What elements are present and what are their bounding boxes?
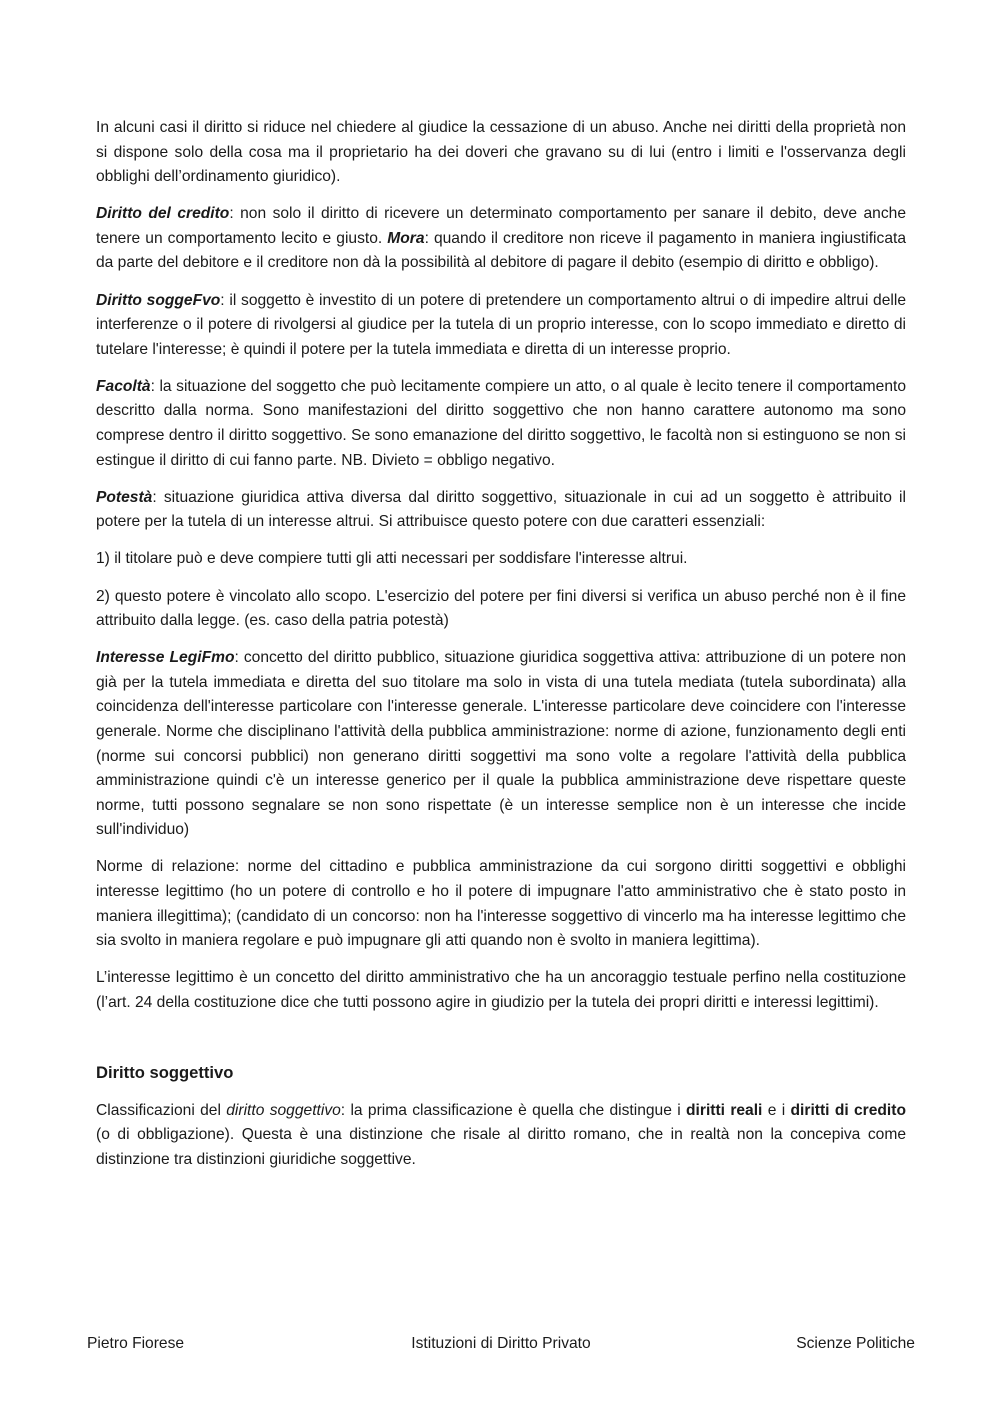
page-body xyxy=(96,116,906,1185)
paragraph-interesse-legittimo xyxy=(96,646,906,843)
paragraph-classificazioni-text-c: e i xyxy=(762,1101,791,1119)
bold-diritti-di-credito: diritti di credito xyxy=(790,1101,906,1119)
term-diritto-del-credito: Diritto del credito xyxy=(96,205,230,223)
paragraph-abuse xyxy=(96,116,906,190)
paragraph-abuse-text: In alcuni casi il diritto si riduce nel chiedere al giudice la cessazione di un abuso. Anche nei diritti della proprietà non si dispone solo della cosa ma il proprietario ha dei doveri che gravano su di lui (entro i limiti e l'osservanza degli obblighi dell’ordinamento giuridico). xyxy=(96,119,906,186)
list-item-2 xyxy=(96,585,906,634)
section-title: Diritto soggettivo xyxy=(96,1062,234,1082)
paragraph-diritto-soggettivo xyxy=(96,289,906,363)
paragraph-facolta-text: : la situazione del soggetto che può lecitamente compiere un atto, o al quale è lecito tenere il comportamento descritto dalla norma. Sono manifestazioni del diritto soggettivo che non hanno carattere autonomo ma sono comprese dentro il diritto soggettivo. Se sono emanazione del diritto soggettivo, le facoltà non si estinguono se non si estingue il diritto di cui fanno parte. NB. Divieto = obbligo negativo. xyxy=(96,377,906,469)
list-item-2-text: 2) questo potere è vincolato allo scopo. L'esercizio del potere per fini diversi si verifica un abuso perché non è il fine attribuito dalla legge. (es. caso della patria potestà) xyxy=(96,587,906,630)
paragraph-diritto-del-credito xyxy=(96,202,906,276)
paragraph-classificazioni-text-d: (o di obbligazione). Questa è una distinzione che risale al diritto romano, che in realtà non la concepiva come distinzione tra distinzioni giuridiche soggettive. xyxy=(96,1126,906,1168)
footer-faculty: Scienze Politiche xyxy=(796,1335,915,1352)
paragraph-norme-di-relazione-text: Norme di relazione: norme del cittadino e pubblica amministrazione da cui sorgono diritti soggettivi e obblighi interesse legittimo (ho un potere di controllo e ho il potere di impugnare l'atto amministrativo che è stato posto in maniera illegittima); (candidato di un concorso: non ha l'interesse soggettivo di vincerlo ma ha interesse legittimo che sia svolto in maniera regolare e può impugnare gli atti quando non è svolto in maniera legittima). xyxy=(96,858,906,950)
term-interesse-legittimo: Interesse LegiFmo xyxy=(96,649,235,667)
footer-author: Pietro Fiorese xyxy=(87,1335,185,1352)
term-diritto-soggettivo: Diritto soggeFvo xyxy=(96,291,221,309)
paragraph-potesta xyxy=(96,486,906,535)
paragraph-costituzione xyxy=(96,966,906,1015)
italic-diritto-soggettivo: diritto soggettivo xyxy=(226,1101,341,1119)
paragraph-classificazioni-text-b: : la prima classificazione è quella che distingue i xyxy=(340,1101,687,1119)
paragraph-facolta xyxy=(96,375,906,473)
bold-diritti-reali: diritti reali xyxy=(686,1101,763,1119)
paragraph-potesta-text: : situazione giuridica attiva diversa dal diritto soggettivo, situazionale in cui ad un soggetto è attribuito il potere per la tutela di un interesse altrui. Si attribuisce questo potere con due caratteri essenziali: xyxy=(96,488,906,531)
paragraph-diritto-soggettivo-text: : il soggetto è investito di un potere di pretendere un comportamento altrui o di impedire altrui delle interferenze o il potere di rivolgersi al giudice per la tutela di un proprio interesse, con lo scopo immediato e diretto di tutelare l'interesse; è quindi il potere per la tutela immediata e diretta di un interesse proprio. xyxy=(96,291,906,358)
page-footer xyxy=(87,1332,915,1356)
paragraph-diritto-del-credito-text-a: : non solo il diritto di ricevere un determinato comportamento per sanare il debito, deve anche tenere un comportamento lecito e giusto. xyxy=(96,205,906,247)
term-potesta: Potestà xyxy=(96,488,153,506)
list-item-1-text: 1) il titolare può e deve compiere tutti gli atti necessari per soddisfare l'interesse altrui. xyxy=(96,550,688,568)
paragraph-classificazioni-text-a: Classificazioni del xyxy=(96,1101,227,1119)
paragraph-interesse-legittimo-text: : concetto del diritto pubblico, situazione giuridica soggettiva attiva: attribuzione di un potere non già per la tutela immediata e diretta del suo titolare ma solo in vista di una tutela mediata (tutela subordinata) alla coincidenza dell'interesse particolare con l'interesse generale. L'interesse particolare deve coincidere con l'interesse generale. Norme che disciplinano l'attività della pubblica amministrazione: norme di azione, funzionamento degli enti (norme sui concorsi pubblici) non generano diritti soggettivi ma sono volte a regolare l'attività della pubblica amministrazione quindi c'è un interesse generico per il quale la pubblica amministrazione deve rispettare queste norme, tutti possono segnalare se non sono rispettate (è un interesse semplice non è un interesse che incide sull'individuo) xyxy=(96,649,906,839)
term-facolta: Facoltà xyxy=(96,377,151,395)
footer-course: Istituzioni di Diritto Privato xyxy=(411,1335,591,1352)
paragraph-costituzione-text: L’interesse legittimo è un concetto del diritto amministrativo che ha un ancoraggio testuale perfino nella costituzione (l’art. 24 della costituzione dice che tutti possono agire in giudizio per la tutela dei propri diritti e interessi legittimi). xyxy=(96,969,906,1011)
paragraph-diritto-del-credito-text-b: : quando il creditore non riceve il pagamento in maniera ingiustificata da parte del debitore e il creditore non dà la possibilità al debitore di pagare il debito (esempio di diritto e obbligo). xyxy=(96,229,906,272)
paragraph-classificazioni xyxy=(96,1099,906,1173)
term-mora: Mora xyxy=(387,229,425,247)
paragraph-norme-di-relazione xyxy=(96,855,906,953)
list-item-1 xyxy=(96,547,906,572)
